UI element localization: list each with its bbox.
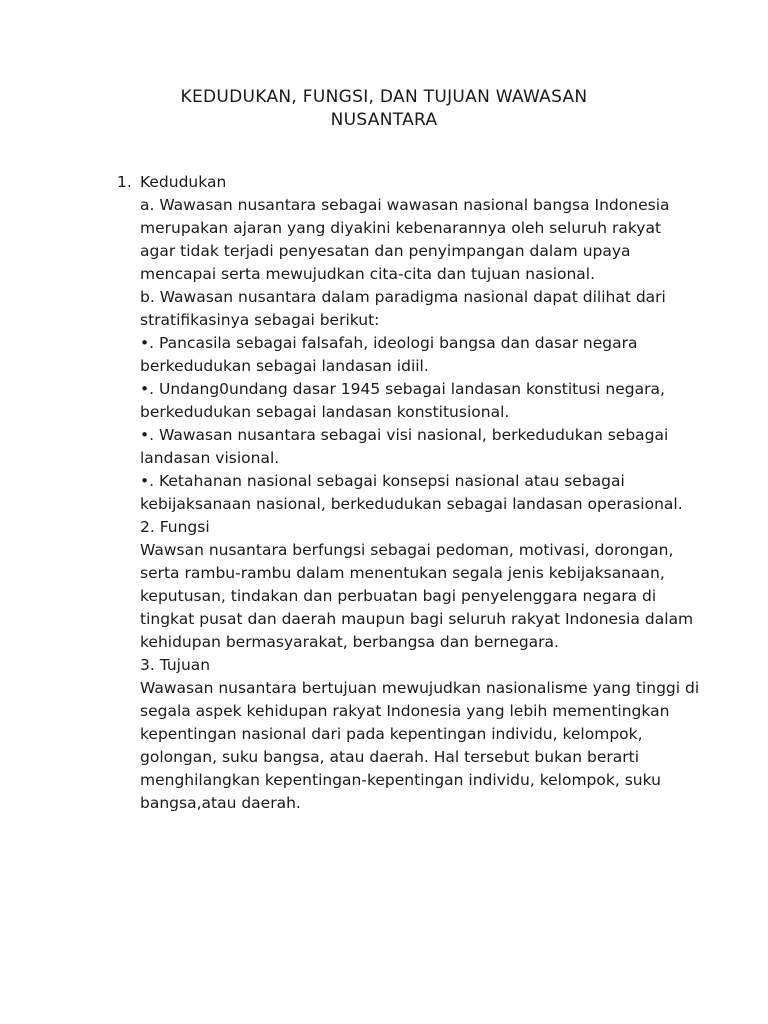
section-1-paragraph-b: b. Wawasan nusantara dalam paradigma nasional dapat dilihat dari stratifikasinya sebagai berikut: — [140, 288, 666, 329]
section-1-paragraph-a: a. Wawasan nusantara sebagai wawasan nasional bangsa Indonesia merupakan ajaran yang diyakini kebenarannya oleh seluruh rakyat agar tidak terjadi penyesatan dan penyimpangan dalam upaya mencapai serta mewujudkan cita-cita dan tujuan nasional. — [140, 196, 670, 283]
bullet-item: •. Undang0undang dasar 1945 sebagai landasan konstitusi negara, berkedudukan sebagai landasan konstitusional. — [140, 380, 665, 421]
section-1-number: 1. — [117, 173, 132, 191]
title-line-1: KEDUDUKAN, FUNGSI, DAN TUJUAN WAWASAN — [180, 87, 588, 107]
bullet-item: •. Wawasan nusantara sebagai visi nasional, berkedudukan sebagai landasan visional. — [140, 426, 669, 467]
section-2-paragraph: Wawsan nusantara berfungsi sebagai pedoman, motivasi, dorongan, serta rambu-rambu dalam menentukan segala jenis kebijaksanaan, keputusan, tindakan dan perbuatan bagi penyelenggara negara di tingkat pusat dan daerah maupun bagi seluruh rakyat Indonesia dalam kehidupan bermasyarakat, berbangsa dan bernegara. — [140, 541, 694, 651]
title-line-2: NUSANTARA — [330, 110, 438, 130]
document-title — [120, 86, 648, 132]
bullet-item: •. Ketahanan nasional sebagai konsepsi nasional atau sebagai kebijaksanaan nasional, berkedudukan sebagai landasan operasional. — [140, 472, 683, 513]
document-body — [140, 171, 700, 815]
bullet-item: •. Pancasila sebagai falsafah, ideologi bangsa dan dasar negara berkedudukan sebagai landasan idiil. — [140, 334, 638, 375]
section-3-heading: 3. Tujuan — [140, 656, 211, 674]
section-3-paragraph: Wawasan nusantara bertujuan mewujudkan nasionalisme yang tinggi di segala aspek kehidupan rakyat Indonesia yang lebih mementingkan kepentingan nasional dari pada kepentingan individu, kelompok, golongan, suku bangsa, atau daerah. Hal tersebut bukan berarti menghilangkan kepentingan-kepentingan individu, kelompok, suku bangsa,atau daerah. — [140, 679, 700, 812]
section-2-heading: 2. Fungsi — [140, 518, 210, 536]
section-1-heading: Kedudukan — [140, 173, 227, 191]
